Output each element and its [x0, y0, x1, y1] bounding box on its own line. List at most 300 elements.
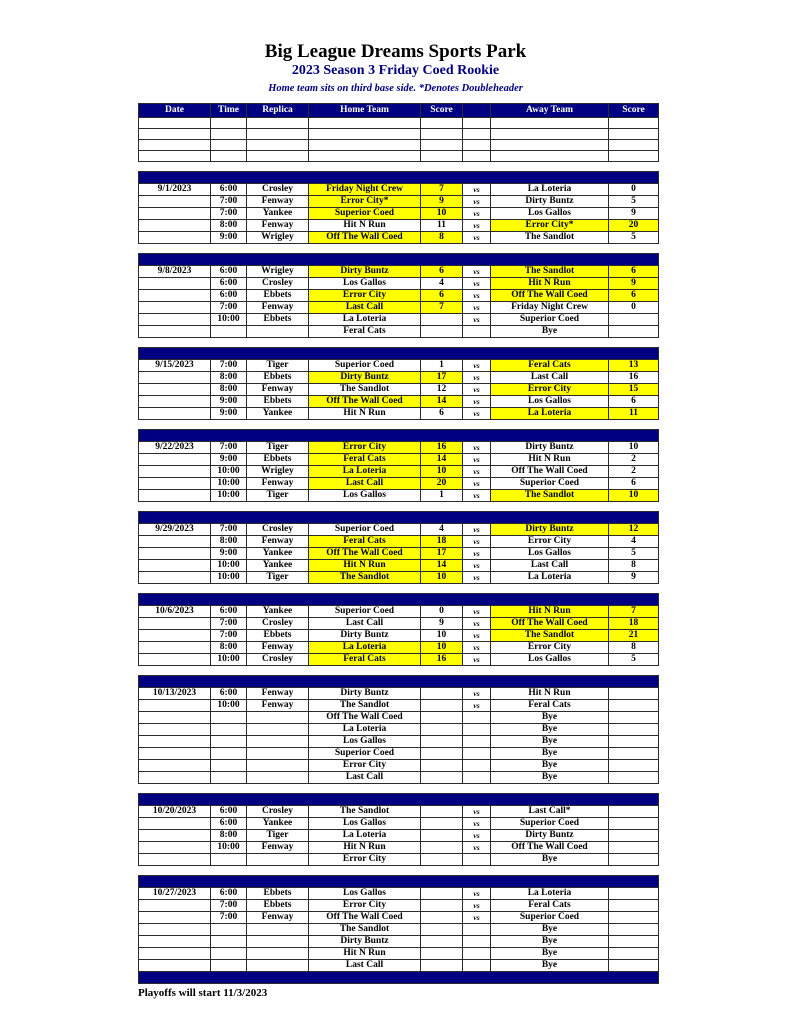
time-cell [211, 853, 247, 865]
replica-cell: Ebbets [247, 887, 309, 899]
replica-cell [247, 723, 309, 735]
date-cell: 10/20/2023 [139, 805, 211, 817]
replica-cell: Yankee [247, 547, 309, 559]
date-cell: 9/22/2023 [139, 441, 211, 453]
date-cell [139, 923, 211, 935]
game-row [139, 829, 659, 841]
game-row [139, 313, 659, 325]
game-row [139, 231, 659, 243]
separator-bar [139, 347, 659, 359]
time-cell [211, 735, 247, 747]
separator-bar [139, 429, 659, 441]
away-team-cell: Bye [491, 771, 609, 783]
game-row [139, 477, 659, 489]
game-row [139, 219, 659, 231]
game-row [139, 853, 659, 865]
date-cell [139, 829, 211, 841]
time-cell: 6:00 [211, 887, 247, 899]
game-row [139, 265, 659, 277]
home-score-cell: 20 [421, 477, 463, 489]
replica-cell: Wrigley [247, 465, 309, 477]
home-team-cell: Dirty Buntz [309, 687, 421, 699]
vs-cell: vs [463, 207, 491, 219]
replica-cell: Tiger [247, 441, 309, 453]
home-score-cell: 17 [421, 371, 463, 383]
home-score-cell [421, 899, 463, 911]
time-cell: 9:00 [211, 407, 247, 419]
replica-cell: Tiger [247, 359, 309, 371]
game-row [139, 747, 659, 759]
away-team-cell: Friday Night Crew [491, 301, 609, 313]
vs-cell: vs [463, 477, 491, 489]
game-row [139, 805, 659, 817]
date-cell: 9/29/2023 [139, 523, 211, 535]
vs-cell: vs [463, 887, 491, 899]
date-cell [139, 371, 211, 383]
home-team-cell: Superior Coed [309, 605, 421, 617]
separator-bar [139, 171, 659, 183]
empty-cell [491, 128, 609, 139]
date-cell [139, 911, 211, 923]
date-cell [139, 841, 211, 853]
vs-cell: vs [463, 395, 491, 407]
away-score-cell [609, 325, 659, 337]
date-cell [139, 629, 211, 641]
replica-cell: Fenway [247, 301, 309, 313]
date-cell [139, 559, 211, 571]
away-score-cell: 9 [609, 571, 659, 583]
replica-cell: Fenway [247, 641, 309, 653]
empty-cell [421, 139, 463, 150]
date-cell: 9/1/2023 [139, 183, 211, 195]
time-cell: 7:00 [211, 629, 247, 641]
schedule-table-body [139, 117, 659, 983]
home-score-cell: 10 [421, 629, 463, 641]
home-score-cell [421, 935, 463, 947]
empty-cell [247, 139, 309, 150]
empty-cell [211, 150, 247, 161]
empty-cell [609, 150, 659, 161]
spacer-cell [139, 583, 659, 593]
away-team-cell: Error City [491, 383, 609, 395]
replica-cell: Fenway [247, 841, 309, 853]
date-cell: 10/27/2023 [139, 887, 211, 899]
week-separator [139, 347, 659, 359]
date-cell [139, 699, 211, 711]
game-row [139, 723, 659, 735]
date-cell [139, 547, 211, 559]
away-team-cell: Dirty Buntz [491, 829, 609, 841]
away-score-cell [609, 899, 659, 911]
replica-cell: Fenway [247, 699, 309, 711]
time-cell: 7:00 [211, 911, 247, 923]
vs-cell: vs [463, 817, 491, 829]
home-score-cell [421, 829, 463, 841]
week-separator [139, 511, 659, 523]
vs-cell: vs [463, 699, 491, 711]
date-cell: 10/13/2023 [139, 687, 211, 699]
away-team-cell: La Loteria [491, 183, 609, 195]
home-team-cell: Hit N Run [309, 947, 421, 959]
separator-bar [139, 675, 659, 687]
date-cell [139, 853, 211, 865]
date-cell [139, 219, 211, 231]
empty-cell [309, 117, 421, 128]
game-row [139, 489, 659, 501]
away-score-cell [609, 911, 659, 923]
home-score-cell: 10 [421, 641, 463, 653]
away-team-cell: Superior Coed [491, 817, 609, 829]
home-team-cell: La Loteria [309, 723, 421, 735]
away-score-cell [609, 829, 659, 841]
away-score-cell: 15 [609, 383, 659, 395]
column-header-away-team: Away Team [491, 103, 609, 117]
away-score-cell: 8 [609, 641, 659, 653]
time-cell: 7:00 [211, 195, 247, 207]
game-row [139, 841, 659, 853]
time-cell: 9:00 [211, 547, 247, 559]
home-team-cell: Dirty Buntz [309, 935, 421, 947]
away-team-cell: Los Gallos [491, 395, 609, 407]
game-row [139, 359, 659, 371]
away-team-cell: Superior Coed [491, 477, 609, 489]
empty-cell [211, 128, 247, 139]
game-row [139, 301, 659, 313]
empty-cell [421, 117, 463, 128]
home-score-cell: 4 [421, 277, 463, 289]
spacer-cell [139, 419, 659, 429]
time-cell: 7:00 [211, 899, 247, 911]
away-team-cell: The Sandlot [491, 265, 609, 277]
spacer-cell [139, 783, 659, 793]
time-cell: 7:00 [211, 523, 247, 535]
date-cell [139, 817, 211, 829]
home-score-cell: 14 [421, 395, 463, 407]
away-score-cell: 5 [609, 653, 659, 665]
empty-cell [247, 128, 309, 139]
game-row [139, 687, 659, 699]
away-team-cell: La Loteria [491, 571, 609, 583]
home-score-cell: 11 [421, 219, 463, 231]
empty-cell [309, 139, 421, 150]
home-team-cell: Dirty Buntz [309, 265, 421, 277]
replica-cell: Yankee [247, 605, 309, 617]
away-team-cell: Off The Wall Coed [491, 289, 609, 301]
game-row [139, 617, 659, 629]
away-team-cell: Feral Cats [491, 359, 609, 371]
away-score-cell [609, 959, 659, 971]
column-header-time: Time [211, 103, 247, 117]
vs-cell: vs [463, 359, 491, 371]
column-header-home-team: Home Team [309, 103, 421, 117]
date-cell [139, 653, 211, 665]
time-cell: 6:00 [211, 265, 247, 277]
away-score-cell: 8 [609, 559, 659, 571]
spacer-cell [139, 243, 659, 253]
time-cell: 6:00 [211, 183, 247, 195]
game-row [139, 571, 659, 583]
empty-cell [309, 150, 421, 161]
column-header-replica: Replica [247, 103, 309, 117]
home-team-cell: The Sandlot [309, 805, 421, 817]
time-cell: 7:00 [211, 207, 247, 219]
vs-cell: vs [463, 453, 491, 465]
away-score-cell [609, 711, 659, 723]
replica-cell: Crosley [247, 277, 309, 289]
column-header-score: Score [421, 103, 463, 117]
home-team-cell: Los Gallos [309, 277, 421, 289]
game-row [139, 183, 659, 195]
replica-cell: Fenway [247, 477, 309, 489]
replica-cell: Crosley [247, 523, 309, 535]
away-team-cell: Los Gallos [491, 547, 609, 559]
away-team-cell: Hit N Run [491, 453, 609, 465]
away-score-cell: 6 [609, 289, 659, 301]
time-cell: 8:00 [211, 371, 247, 383]
away-team-cell: La Loteria [491, 407, 609, 419]
replica-cell: Ebbets [247, 371, 309, 383]
home-team-cell: La Loteria [309, 829, 421, 841]
game-row [139, 383, 659, 395]
replica-cell: Crosley [247, 617, 309, 629]
date-cell [139, 899, 211, 911]
date-cell [139, 325, 211, 337]
vs-cell: vs [463, 535, 491, 547]
vs-cell: vs [463, 899, 491, 911]
vs-cell: vs [463, 407, 491, 419]
time-cell: 8:00 [211, 641, 247, 653]
game-row [139, 605, 659, 617]
home-team-cell: Last Call [309, 959, 421, 971]
vs-cell: vs [463, 265, 491, 277]
date-cell [139, 277, 211, 289]
replica-cell: Yankee [247, 559, 309, 571]
home-score-cell: 9 [421, 195, 463, 207]
date-cell [139, 617, 211, 629]
home-score-cell: 6 [421, 265, 463, 277]
away-team-cell: Superior Coed [491, 911, 609, 923]
time-cell: 8:00 [211, 535, 247, 547]
separator-bar [139, 793, 659, 805]
home-team-cell: Superior Coed [309, 523, 421, 535]
away-score-cell: 6 [609, 395, 659, 407]
game-row [139, 653, 659, 665]
time-cell [211, 325, 247, 337]
replica-cell [247, 935, 309, 947]
home-team-cell: La Loteria [309, 641, 421, 653]
empty-cell [247, 150, 309, 161]
empty-row [139, 139, 659, 150]
game-row [139, 559, 659, 571]
away-score-cell [609, 747, 659, 759]
away-team-cell: Bye [491, 959, 609, 971]
game-row [139, 395, 659, 407]
time-cell: 10:00 [211, 465, 247, 477]
vs-cell: vs [463, 617, 491, 629]
date-cell: 10/6/2023 [139, 605, 211, 617]
home-team-cell: Off The Wall Coed [309, 395, 421, 407]
away-team-cell: Error City [491, 535, 609, 547]
home-score-cell [421, 723, 463, 735]
time-cell [211, 771, 247, 783]
replica-cell: Ebbets [247, 313, 309, 325]
vs-cell [463, 711, 491, 723]
replica-cell: Tiger [247, 829, 309, 841]
replica-cell: Ebbets [247, 289, 309, 301]
home-team-cell: Los Gallos [309, 735, 421, 747]
home-score-cell: 14 [421, 559, 463, 571]
away-team-cell: Hit N Run [491, 605, 609, 617]
home-team-cell: Superior Coed [309, 747, 421, 759]
vs-cell: vs [463, 571, 491, 583]
game-row [139, 935, 659, 947]
away-score-cell [609, 771, 659, 783]
home-team-cell: Error City [309, 853, 421, 865]
home-score-cell [421, 771, 463, 783]
home-score-cell [421, 687, 463, 699]
away-team-cell: Error City [491, 641, 609, 653]
replica-cell: Fenway [247, 195, 309, 207]
away-team-cell: Last Call [491, 371, 609, 383]
away-score-cell: 5 [609, 195, 659, 207]
away-score-cell [609, 735, 659, 747]
away-score-cell: 2 [609, 453, 659, 465]
home-team-cell: The Sandlot [309, 383, 421, 395]
vs-cell: vs [463, 301, 491, 313]
time-cell: 6:00 [211, 277, 247, 289]
date-cell [139, 571, 211, 583]
time-cell: 8:00 [211, 383, 247, 395]
time-cell: 7:00 [211, 301, 247, 313]
vs-cell [463, 771, 491, 783]
home-score-cell: 1 [421, 489, 463, 501]
home-team-cell: Error City [309, 289, 421, 301]
home-score-cell: 17 [421, 547, 463, 559]
away-team-cell: La Loteria [491, 887, 609, 899]
away-score-cell: 7 [609, 605, 659, 617]
away-team-cell: Bye [491, 935, 609, 947]
column-header-row [139, 103, 659, 117]
home-team-cell: Friday Night Crew [309, 183, 421, 195]
date-cell [139, 771, 211, 783]
home-team-cell: Last Call [309, 301, 421, 313]
date-cell [139, 301, 211, 313]
home-score-cell [421, 853, 463, 865]
vs-cell: vs [463, 629, 491, 641]
away-score-cell: 9 [609, 277, 659, 289]
empty-cell [463, 139, 491, 150]
spacer-row [139, 665, 659, 675]
home-team-cell: Last Call [309, 771, 421, 783]
home-team-cell: Off The Wall Coed [309, 231, 421, 243]
week-separator [139, 593, 659, 605]
away-team-cell: Hit N Run [491, 687, 609, 699]
replica-cell [247, 735, 309, 747]
date-cell [139, 747, 211, 759]
away-team-cell: Bye [491, 723, 609, 735]
vs-cell: vs [463, 559, 491, 571]
replica-cell [247, 747, 309, 759]
away-team-cell: Off The Wall Coed [491, 465, 609, 477]
home-score-cell [421, 711, 463, 723]
replica-cell: Ebbets [247, 899, 309, 911]
date-cell [139, 959, 211, 971]
away-team-cell: Last Call* [491, 805, 609, 817]
home-team-cell: Last Call [309, 477, 421, 489]
away-score-cell: 5 [609, 231, 659, 243]
home-score-cell: 10 [421, 465, 463, 477]
replica-cell: Ebbets [247, 629, 309, 641]
away-score-cell [609, 947, 659, 959]
separator-bar [139, 875, 659, 887]
home-team-cell: Off The Wall Coed [309, 911, 421, 923]
vs-cell: vs [463, 911, 491, 923]
home-score-cell [421, 313, 463, 325]
away-score-cell: 0 [609, 301, 659, 313]
spacer-row [139, 865, 659, 875]
home-score-cell: 8 [421, 231, 463, 243]
date-cell [139, 453, 211, 465]
empty-cell [211, 139, 247, 150]
replica-cell: Wrigley [247, 231, 309, 243]
game-row [139, 923, 659, 935]
away-team-cell: Bye [491, 853, 609, 865]
empty-row [139, 150, 659, 161]
home-score-cell [421, 887, 463, 899]
replica-cell: Tiger [247, 571, 309, 583]
home-score-cell: 0 [421, 605, 463, 617]
home-team-cell: Error City [309, 899, 421, 911]
game-row [139, 277, 659, 289]
vs-cell: vs [463, 289, 491, 301]
replica-cell: Fenway [247, 535, 309, 547]
away-team-cell: Bye [491, 711, 609, 723]
home-team-cell: Hit N Run [309, 841, 421, 853]
spacer-row [139, 243, 659, 253]
vs-cell: vs [463, 605, 491, 617]
away-score-cell: 4 [609, 535, 659, 547]
home-score-cell [421, 805, 463, 817]
away-score-cell [609, 313, 659, 325]
game-row [139, 641, 659, 653]
week-separator [139, 429, 659, 441]
vs-cell: vs [463, 465, 491, 477]
separator-bar [139, 593, 659, 605]
date-cell [139, 477, 211, 489]
time-cell: 9:00 [211, 453, 247, 465]
game-row [139, 699, 659, 711]
week-separator [139, 675, 659, 687]
date-cell: 9/8/2023 [139, 265, 211, 277]
date-cell [139, 711, 211, 723]
away-team-cell: Off The Wall Coed [491, 841, 609, 853]
game-row [139, 911, 659, 923]
time-cell: 6:00 [211, 289, 247, 301]
schedule-table-head [139, 103, 659, 117]
empty-cell [491, 150, 609, 161]
home-score-cell: 16 [421, 653, 463, 665]
home-score-cell: 1 [421, 359, 463, 371]
away-team-cell: Bye [491, 325, 609, 337]
away-team-cell: Dirty Buntz [491, 195, 609, 207]
away-score-cell: 10 [609, 441, 659, 453]
home-team-cell: The Sandlot [309, 571, 421, 583]
home-score-cell [421, 699, 463, 711]
away-team-cell: Bye [491, 747, 609, 759]
away-score-cell [609, 817, 659, 829]
away-team-cell: Bye [491, 759, 609, 771]
home-score-cell [421, 947, 463, 959]
